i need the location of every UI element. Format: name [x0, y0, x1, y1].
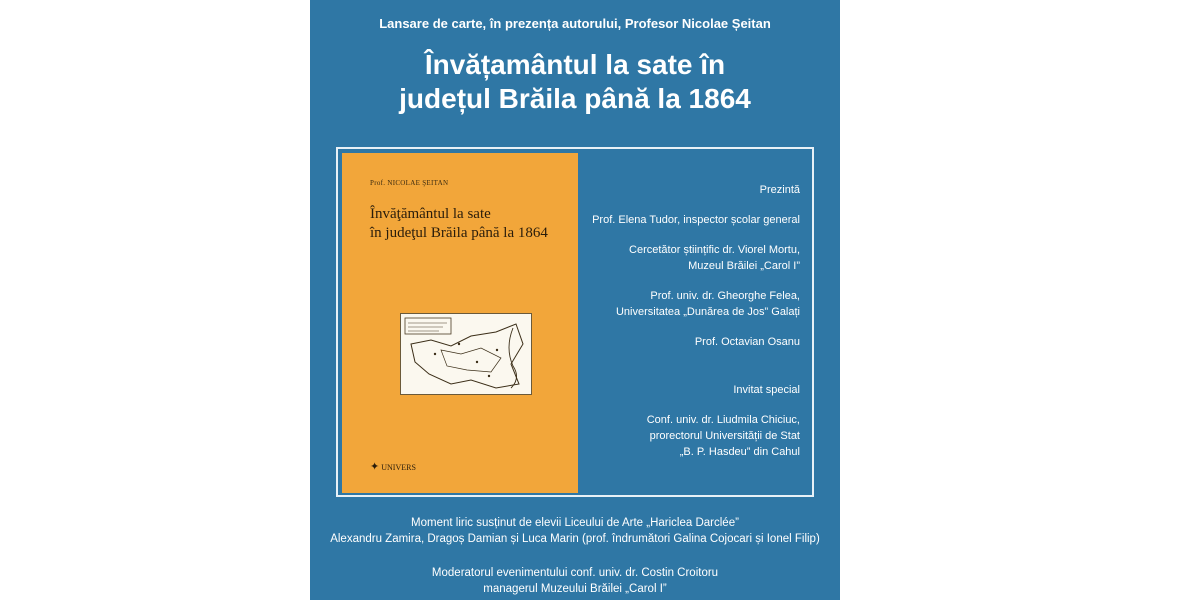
publisher-name: UNIVERS: [381, 463, 416, 472]
book-cover-author: Prof. NICOLAE ŞEITAN: [370, 179, 449, 187]
speaker-4: Prof. Octavian Osanu: [694, 336, 800, 348]
launch-announcement: Lansare de carte, în prezența autorului, Profesor Nicolae Șeitan: [379, 16, 771, 31]
speaker-3-line-1: Prof. univ. dr. Gheorghe Felea,: [650, 290, 800, 302]
book-cover: [342, 153, 578, 493]
presents-label: Prezintă: [759, 184, 800, 196]
details-panel: [336, 147, 814, 497]
book-cover-title: [370, 205, 580, 243]
guest-label: Invitat special: [733, 384, 800, 396]
speaker-3-line-2: Universitatea „Dunărea de Jos” Galați: [615, 306, 800, 318]
moment-line-2: Alexandru Zamira, Dragoș Damian și Luca Marin (prof. îndrumători Galina Cojocari și Ionel Filip): [330, 533, 820, 545]
book-cover-title-line-2: în judeţul Brăila până la 1864: [370, 225, 548, 241]
moment-line-1: Moment liric susținut de elevii Liceului de Arte „Hariclea Darclée”: [411, 517, 739, 529]
title-line-1: Învățamântul la sate în: [424, 49, 726, 80]
book-cover-map-image: [400, 313, 532, 395]
speakers-list: [582, 153, 808, 493]
book-cover-title-line-1: Învăţământul la sate: [370, 206, 491, 222]
speaker-2-line-1: Cercetător științific dr. Viorel Mortu,: [629, 244, 800, 256]
guest-line-2: prorectorul Universității de Stat: [649, 430, 800, 442]
speaker-2-line-2: Muzeul Brăilei „Carol I”: [688, 260, 800, 272]
publisher-logo-icon: ✦: [370, 461, 380, 473]
artistic-moment: [310, 515, 840, 547]
moderator-info: [310, 565, 840, 597]
book-title-heading: [310, 48, 840, 116]
moderator-line-1: Moderatorul evenimentului conf. univ. dr. Costin Croitoru: [431, 567, 719, 579]
event-poster: [310, 0, 840, 600]
map-sketch-icon: [401, 314, 531, 394]
book-publisher: [370, 462, 416, 473]
title-line-2: județul Brăila până la 1864: [399, 83, 751, 114]
guest-line-3: „B. P. Hasdeu” din Cahul: [679, 446, 800, 458]
guest-line-1: Conf. univ. dr. Liudmila Chiciuc,: [646, 414, 800, 426]
moderator-line-2: managerul Muzeului Brăilei „Carol I”: [483, 583, 667, 595]
speaker-1: Prof. Elena Tudor, inspector școlar general: [592, 214, 800, 226]
